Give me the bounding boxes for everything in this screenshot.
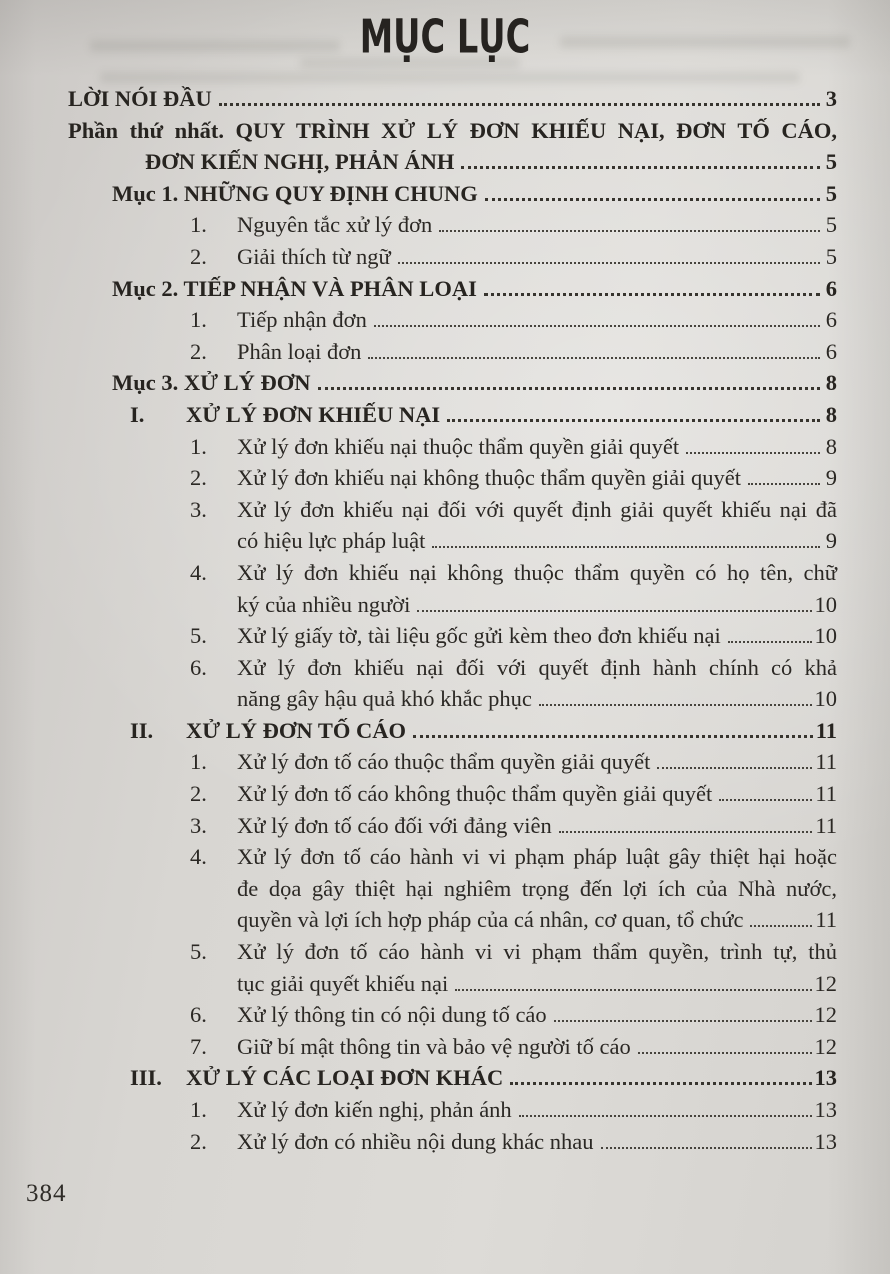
- toc-entry-label: Phân loại đơn: [237, 338, 362, 364]
- toc-entry-label: Xử lý đơn tố cáo thuộc thẩm quyền giải quyết: [237, 749, 651, 775]
- page-title: MỤC LỤC: [359, 10, 531, 64]
- toc-entry-label: năng gây hậu quả khó khắc phục: [237, 686, 532, 712]
- toc-entry-number: 4.: [190, 844, 207, 870]
- toc-entry-label: tục giải quyết khiếu nại: [237, 970, 449, 996]
- toc-entry-label: ĐƠN KIẾN NGHỊ, PHẢN ÁNH: [145, 149, 455, 175]
- toc-entry-number: 3.: [190, 496, 207, 522]
- toc-entry-number: 3.: [190, 812, 207, 838]
- toc-entry-label: Xử lý đơn khiếu nại đối với quyết định giải quyết khiếu nại đã: [237, 496, 837, 522]
- toc-entry-page: 12: [814, 970, 837, 996]
- toc-entry: [0, 1002, 890, 1034]
- toc-entry-page: 9: [825, 528, 837, 554]
- toc-entry-number: I.: [130, 401, 145, 427]
- dot-leader: [484, 293, 820, 296]
- toc-entry-page: 12: [814, 1002, 837, 1028]
- toc-entry-page: 6: [825, 275, 837, 301]
- toc-entry-number: 2.: [190, 781, 207, 807]
- page-header: [0, 0, 890, 62]
- toc-entry-label: Mục 3. XỬ LÝ ĐƠN: [112, 370, 311, 396]
- toc-entry-page: 10: [814, 686, 837, 712]
- toc-entry: [0, 1034, 890, 1066]
- toc-entry: [0, 623, 890, 655]
- toc-entry: [0, 181, 890, 213]
- toc-entry: [0, 592, 890, 624]
- toc-entry: [0, 718, 890, 750]
- toc-entry-number: 2.: [190, 338, 207, 364]
- dot-leader: [559, 831, 813, 833]
- toc-entry-page: 5: [825, 149, 837, 175]
- toc-entry-number: 1.: [190, 307, 207, 333]
- bleed-through-artifact: [100, 72, 800, 83]
- dot-leader: [601, 1147, 812, 1149]
- toc-entry: [0, 686, 890, 718]
- toc-entry-page: 3: [825, 86, 837, 111]
- dot-leader: [728, 641, 812, 643]
- dot-leader: [417, 610, 811, 612]
- page-number: 384: [26, 1180, 67, 1207]
- toc-entry-number: 4.: [190, 559, 207, 585]
- toc-entry-page: 6: [825, 338, 837, 364]
- toc-entry-label: Xử lý đơn tố cáo hành vi vi phạm pháp luật gây thiệt hại hoặc: [237, 844, 837, 870]
- toc-entry: [0, 749, 890, 781]
- toc-entry-label: XỬ LÝ CÁC LOẠI ĐƠN KHÁC: [186, 1065, 504, 1091]
- toc-entry-number: 5.: [190, 623, 207, 649]
- toc-entry: [0, 86, 890, 118]
- toc-entry: [0, 844, 890, 876]
- toc-entry: [0, 402, 890, 434]
- toc-entry-label: Xử lý đơn khiếu nại không thuộc thẩm quyền giải quyết: [237, 465, 742, 491]
- toc-entry-page: 13: [814, 1097, 837, 1122]
- dot-leader: [447, 419, 820, 422]
- toc-entry-number: III.: [130, 1065, 162, 1091]
- toc-entry-label: Xử lý đơn tố cáo không thuộc thẩm quyền giải quyết: [237, 781, 713, 807]
- toc-entry-number: II.: [130, 717, 154, 743]
- toc-entry-label: Xử lý đơn khiếu nại thuộc thẩm quyền giải quyết: [237, 433, 680, 459]
- toc-entry-label: Tiếp nhận đơn: [237, 307, 367, 333]
- toc-entry: [0, 876, 890, 908]
- dot-leader: [413, 735, 813, 738]
- toc-entry-page: 13: [814, 1065, 837, 1091]
- toc-entry-label: có hiệu lực pháp luật: [237, 528, 426, 554]
- toc-entry-number: 7.: [190, 1033, 207, 1059]
- toc-entry: [0, 465, 890, 497]
- toc-entry-number: 2.: [190, 465, 207, 491]
- toc-entry-label: Xử lý đơn kiến nghị, phản ánh: [237, 1097, 512, 1122]
- bleed-through-artifact: [90, 40, 340, 52]
- toc-entry-label: XỬ LÝ ĐƠN TỐ CÁO: [186, 717, 407, 743]
- dot-leader: [657, 767, 812, 769]
- toc-entry-number: 1.: [190, 749, 207, 775]
- dot-leader: [318, 387, 820, 390]
- toc-entry-number: 1.: [190, 1097, 207, 1122]
- dot-leader: [374, 325, 820, 327]
- dot-leader: [719, 799, 812, 801]
- toc-entry: [0, 907, 890, 939]
- toc-entry-label: Xử lý đơn tố cáo hành vi vi phạm thẩm quyền, trình tự, thủ: [237, 939, 837, 965]
- toc-entry: [0, 1129, 890, 1161]
- toc-entry-number: 1.: [190, 212, 207, 238]
- bleed-through-artifact: [560, 36, 850, 48]
- toc-entry: [0, 149, 890, 181]
- dot-leader: [638, 1052, 812, 1054]
- toc-entry: [0, 1097, 890, 1129]
- toc-entry-number: 2.: [190, 243, 207, 269]
- toc-entry-page: 5: [825, 212, 837, 238]
- toc-entry: [0, 939, 890, 971]
- toc-entry-page: 9: [825, 465, 837, 491]
- toc-entry-number: 5.: [190, 939, 207, 965]
- dot-leader: [748, 483, 820, 485]
- toc-entry-label: Giải thích từ ngữ: [237, 243, 391, 269]
- toc-entry-page: 11: [815, 781, 837, 807]
- dot-leader: [398, 262, 820, 264]
- dot-leader: [432, 546, 820, 548]
- toc-entry: [0, 528, 890, 560]
- toc-entry-label: Phần thứ nhất. QUY TRÌNH XỬ LÝ ĐƠN KHIẾU NẠI, ĐƠN TỐ CÁO,: [68, 117, 837, 143]
- toc-entry-page: 10: [814, 591, 837, 617]
- toc-entry: [0, 244, 890, 276]
- toc-entry-label: Mục 1. NHỮNG QUY ĐỊNH CHUNG: [112, 180, 478, 206]
- toc-entry: [0, 212, 890, 244]
- dot-leader: [219, 103, 820, 106]
- toc-entry-page: 11: [815, 812, 837, 838]
- toc-entry-label: quyền và lợi ích hợp pháp của cá nhân, cơ quan, tổ chức: [237, 907, 744, 933]
- dot-leader: [455, 989, 811, 991]
- toc-entry-label: Giữ bí mật thông tin và bảo vệ người tố cáo: [237, 1033, 631, 1059]
- toc-entry-label: Xử lý đơn tố cáo đối với đảng viên: [237, 812, 552, 838]
- dot-leader: [686, 452, 820, 454]
- dot-leader: [519, 1115, 812, 1117]
- dot-leader: [750, 925, 812, 927]
- toc-entry: [0, 813, 890, 845]
- toc-entry-label: Xử lý đơn khiếu nại không thuộc thẩm quyền có họ tên, chữ: [237, 559, 837, 585]
- dot-leader: [368, 357, 820, 359]
- toc-entry-number: 2.: [190, 1128, 207, 1154]
- toc-entry-number: 1.: [190, 433, 207, 459]
- toc-entry: [0, 339, 890, 371]
- toc-entry-page: 6: [825, 307, 837, 333]
- toc-entry-label: Mục 2. TIẾP NHẬN VÀ PHÂN LOẠI: [112, 275, 477, 301]
- toc-entry-page: 5: [825, 243, 837, 269]
- toc-entry-page: 8: [825, 370, 837, 396]
- dot-leader: [461, 166, 820, 169]
- toc-entry: [0, 1065, 890, 1097]
- toc-list: [0, 86, 890, 1160]
- dot-leader: [485, 198, 820, 201]
- toc-entry: [0, 370, 890, 402]
- toc-entry-label: Nguyên tắc xử lý đơn: [237, 212, 433, 238]
- toc-entry: [0, 560, 890, 592]
- dot-leader: [510, 1082, 811, 1085]
- toc-entry-label: Xử lý đơn có nhiều nội dung khác nhau: [237, 1128, 594, 1154]
- toc-entry-label: Xử lý thông tin có nội dung tố cáo: [237, 1002, 547, 1028]
- toc-entry: [0, 971, 890, 1003]
- dot-leader: [554, 1020, 812, 1022]
- toc-entry-number: 6.: [190, 1002, 207, 1028]
- toc-entry-label: Xử lý giấy tờ, tài liệu gốc gửi kèm theo đơn khiếu nại: [237, 623, 721, 649]
- toc-entry-page: 12: [814, 1033, 837, 1059]
- toc-entry-page: 10: [814, 623, 837, 649]
- toc-entry-label: XỬ LÝ ĐƠN KHIẾU NẠI: [186, 401, 441, 427]
- toc-entry-label: đe dọa gây thiệt hại nghiêm trọng đến lợi ích của Nhà nước,: [237, 875, 837, 901]
- toc-entry: [0, 655, 890, 687]
- toc-entry: [0, 276, 890, 308]
- toc-entry-page: 8: [825, 401, 837, 427]
- toc-entry: [0, 307, 890, 339]
- toc-entry-page: 11: [815, 717, 837, 743]
- toc-entry-page: 5: [825, 180, 837, 206]
- toc-entry-label: Xử lý đơn khiếu nại đối với quyết định hành chính có khả: [237, 654, 837, 680]
- toc-entry-label: LỜI NÓI ĐẦU: [68, 86, 212, 111]
- toc-entry: [0, 118, 890, 150]
- toc-entry-page: 13: [814, 1128, 837, 1154]
- toc-entry: [0, 434, 890, 466]
- toc-entry-page: 11: [815, 907, 837, 933]
- dot-leader: [539, 704, 812, 706]
- toc-entry-page: 11: [815, 749, 837, 775]
- dot-leader: [439, 230, 820, 232]
- toc-entry-number: 6.: [190, 654, 207, 680]
- toc-entry-label: ký của nhiều người: [237, 591, 411, 617]
- toc-entry: [0, 497, 890, 529]
- toc-entry: [0, 781, 890, 813]
- toc-entry-page: 8: [825, 433, 837, 459]
